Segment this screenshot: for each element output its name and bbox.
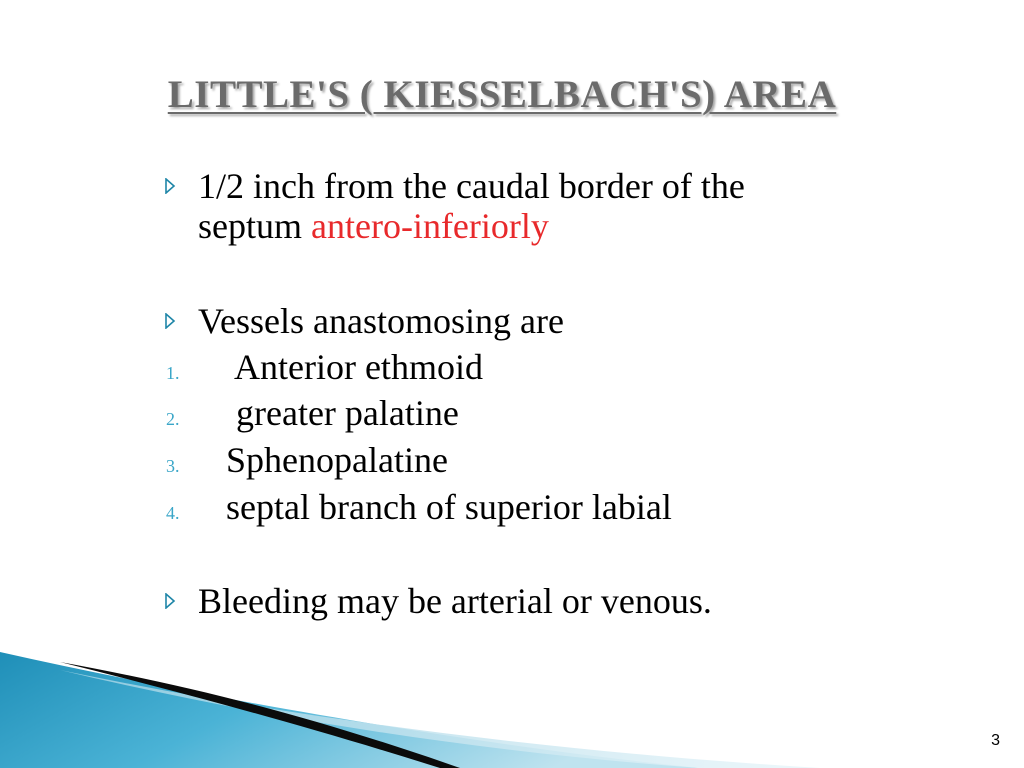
- bullet-line-1: 1/2 inch from the caudal border of the: [198, 166, 745, 206]
- highlight-text: antero-inferiorly: [311, 206, 549, 246]
- triangle-right-icon: [164, 581, 198, 621]
- numbered-item: [166, 440, 448, 486]
- triangle-right-icon: [164, 301, 198, 341]
- numbered-item-text: greater palatine: [236, 393, 459, 433]
- page-number: 3: [991, 732, 1000, 749]
- numbered-item-text: Anterior ethmoid: [234, 347, 483, 387]
- numbered-item-label: 2.: [166, 409, 180, 429]
- numbered-item: [166, 487, 672, 533]
- numbered-item-label: 4.: [166, 503, 180, 523]
- bullet-item-vessels: [164, 301, 564, 341]
- bullet-text: Bleeding may be arterial or venous.: [198, 581, 712, 621]
- numbered-item-text: septal branch of superior labial: [226, 487, 672, 527]
- bullet-item-location: [164, 166, 745, 246]
- numbered-item-text: Sphenopalatine: [226, 440, 448, 480]
- numbered-item-label: 1.: [166, 363, 180, 383]
- numbered-item: [166, 347, 483, 393]
- footer-decoration: [0, 640, 1024, 768]
- numbered-item: [166, 393, 459, 439]
- bullet-item-bleeding: [164, 581, 712, 621]
- numbered-item-label: 3.: [166, 456, 180, 476]
- bullet-text: [198, 166, 745, 246]
- triangle-right-icon: [164, 166, 198, 206]
- bullet-line-2-plain: septum: [198, 206, 311, 246]
- bullet-text: Vessels anastomosing are: [198, 301, 564, 341]
- slide-title: LITTLE'S ( KIESSELBACH'S) AREA: [167, 73, 837, 116]
